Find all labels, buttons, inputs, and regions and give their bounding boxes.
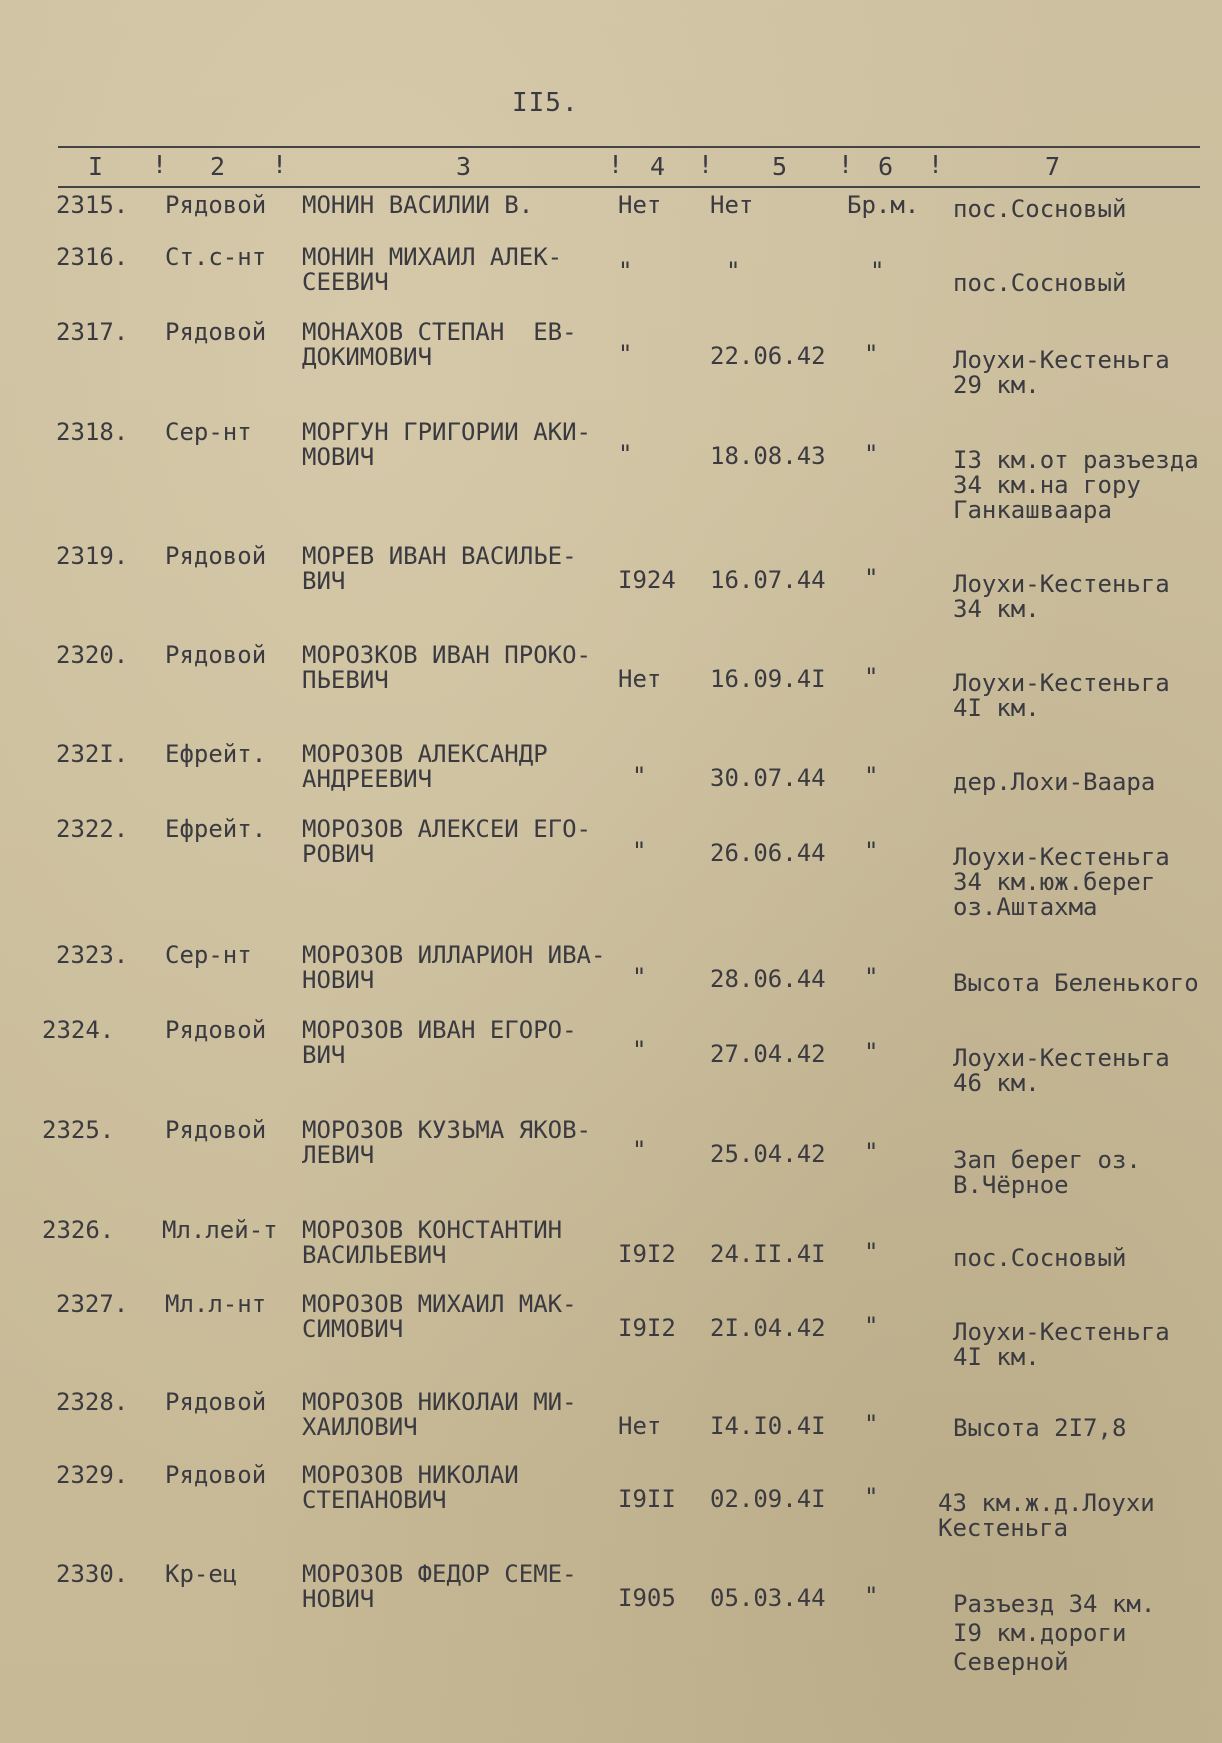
burial-place: Лоухи-Кестеньга 29 км. bbox=[953, 346, 1170, 399]
record-number: 2318. bbox=[56, 418, 129, 446]
burial-type: " bbox=[864, 837, 879, 865]
record-number: 2328. bbox=[56, 1388, 129, 1416]
birth-year: " bbox=[632, 837, 647, 865]
full-name: МОРГУН ГРИГОРИИ АКИ- МОВИЧ bbox=[302, 418, 591, 471]
burial-place: Лоухи-Кестеньга 4I км. bbox=[953, 669, 1170, 722]
header-separator: ! bbox=[838, 150, 854, 179]
header-col-4: 4 bbox=[650, 152, 666, 181]
header-separator: ! bbox=[152, 150, 168, 179]
record-number: 2327. bbox=[56, 1290, 129, 1318]
rank: Рядовой bbox=[165, 641, 267, 669]
burial-place: Высота Беленького bbox=[953, 969, 1199, 997]
record-number: 2315. bbox=[56, 191, 129, 219]
header-col-5: 5 bbox=[772, 152, 788, 181]
rank: Мл.лей-т bbox=[162, 1216, 278, 1244]
birth-year: " bbox=[632, 963, 647, 991]
full-name: МОРОЗОВ АЛЕКСЕИ ЕГО- РОВИЧ bbox=[302, 815, 591, 868]
burial-type: " bbox=[864, 1312, 879, 1340]
death-date: 02.09.4I bbox=[710, 1485, 826, 1513]
birth-year: I905 bbox=[618, 1584, 676, 1612]
full-name: МОРОЗОВ ФЕДОР СЕМЕ- НОВИЧ bbox=[302, 1560, 577, 1613]
record-number: 2330. bbox=[56, 1560, 129, 1588]
header-separator: ! bbox=[928, 150, 944, 179]
death-date: 2I.04.42 bbox=[710, 1314, 826, 1342]
birth-year: Нет bbox=[618, 665, 662, 693]
header-separator: ! bbox=[698, 150, 714, 179]
rank: Рядовой bbox=[165, 542, 267, 570]
full-name: МОНИН МИХАИЛ АЛЕК- СЕЕВИЧ bbox=[302, 243, 563, 296]
record-number: 2325. bbox=[42, 1116, 115, 1144]
record-number: 2329. bbox=[56, 1461, 129, 1489]
header-separator: ! bbox=[272, 150, 288, 179]
rank: Кр-ец bbox=[165, 1560, 238, 1588]
full-name: МОРОЗОВ ИВАН ЕГОРО- ВИЧ bbox=[302, 1016, 577, 1069]
burial-type: " bbox=[864, 1038, 879, 1066]
death-date: Нет bbox=[710, 191, 754, 219]
burial-type: " bbox=[864, 1410, 879, 1438]
full-name: МОРОЗОВ КОНСТАНТИН ВАСИЛЬЕВИЧ bbox=[302, 1216, 563, 1269]
death-date: " bbox=[726, 257, 741, 285]
burial-type: " bbox=[864, 440, 879, 468]
record-number: 2317. bbox=[56, 318, 129, 346]
death-date: 18.08.43 bbox=[710, 442, 826, 470]
burial-place: пос.Сосновый bbox=[953, 1244, 1127, 1272]
birth-year: " bbox=[632, 762, 647, 790]
burial-place: Лоухи-Кестеньга 34 км.юж.берег оз.Аштахма bbox=[953, 843, 1170, 921]
birth-year: " bbox=[618, 257, 633, 285]
burial-type: " bbox=[864, 1238, 879, 1266]
header-col-2: 2 bbox=[210, 152, 226, 181]
rank: Мл.л-нт bbox=[165, 1290, 267, 1318]
rank: Ст.с-нт bbox=[165, 243, 267, 271]
burial-type: " bbox=[864, 564, 879, 592]
burial-type: " bbox=[864, 1138, 879, 1166]
rank: Рядовой bbox=[165, 191, 267, 219]
birth-year: I924 bbox=[618, 566, 676, 594]
rank: Рядовой bbox=[165, 318, 267, 346]
full-name: МОРОЗОВ НИКОЛАИ МИ- ХАИЛОВИЧ bbox=[302, 1388, 577, 1441]
record-number: 2323. bbox=[56, 941, 129, 969]
full-name: МОРОЗКОВ ИВАН ПРОКО- ПЬЕВИЧ bbox=[302, 641, 591, 694]
birth-year: " bbox=[632, 1136, 647, 1164]
record-number: 2316. bbox=[56, 243, 129, 271]
full-name: МОРОЗОВ АЛЕКСАНДР АНДРЕЕВИЧ bbox=[302, 740, 548, 793]
rank: Сер-нт bbox=[165, 941, 252, 969]
header-col-6: 6 bbox=[878, 152, 894, 181]
burial-place: Лоухи-Кестеньга 34 км. bbox=[953, 570, 1170, 623]
burial-place: Высота 2I7,8 bbox=[953, 1414, 1127, 1442]
header-bottom-rule bbox=[58, 186, 1200, 188]
rank: Рядовой bbox=[165, 1461, 267, 1489]
header-separator: ! bbox=[608, 150, 624, 179]
burial-type: " bbox=[864, 1582, 879, 1610]
burial-place: дер.Лохи-Ваара bbox=[953, 768, 1156, 796]
death-date: 24.II.4I bbox=[710, 1240, 826, 1268]
burial-place: I3 км.от разъезда 34 км.на гору Ганкашваара bbox=[953, 446, 1199, 524]
header-col-3: 3 bbox=[456, 152, 472, 181]
birth-year: I9I2 bbox=[618, 1314, 676, 1342]
death-date: 27.04.42 bbox=[710, 1040, 826, 1068]
full-name: МОРОЗОВ ИЛЛАРИОН ИВА- НОВИЧ bbox=[302, 941, 606, 994]
full-name: МОНИН ВАСИЛИИ В. bbox=[302, 191, 534, 219]
burial-place: 43 км.ж.д.Лоухи Кестеньга bbox=[938, 1489, 1155, 1542]
full-name: МОРОЗОВ НИКОЛАИ СТЕПАНОВИЧ bbox=[302, 1461, 519, 1514]
death-date: 05.03.44 bbox=[710, 1584, 826, 1612]
death-date: 16.09.4I bbox=[710, 665, 826, 693]
burial-type: " bbox=[870, 257, 885, 285]
record-number: 2324. bbox=[42, 1016, 115, 1044]
birth-year: Нет bbox=[618, 1412, 662, 1440]
rank: Рядовой bbox=[165, 1116, 267, 1144]
burial-place: Лоухи-Кестеньга 46 км. bbox=[953, 1044, 1170, 1097]
burial-type: " bbox=[864, 663, 879, 691]
burial-place: Зап берег оз. В.Чёрное bbox=[953, 1146, 1141, 1199]
burial-place: Разъезд 34 км. I9 км.дороги Северной bbox=[953, 1590, 1156, 1676]
burial-place: пос.Сосновый bbox=[953, 269, 1127, 297]
full-name: МОНАХОВ СТЕПАН ЕВ- ДОКИМОВИЧ bbox=[302, 318, 577, 371]
birth-year: I9II bbox=[618, 1485, 676, 1513]
burial-type: Бр.м. bbox=[847, 191, 920, 219]
rank: Ефрейт. bbox=[165, 740, 267, 768]
birth-year: " bbox=[618, 440, 633, 468]
death-date: 26.06.44 bbox=[710, 839, 826, 867]
death-date: 25.04.42 bbox=[710, 1140, 826, 1168]
burial-place: Лоухи-Кестеньга 4I км. bbox=[953, 1318, 1170, 1371]
death-date: 30.07.44 bbox=[710, 764, 826, 792]
rank: Рядовой bbox=[165, 1016, 267, 1044]
rank: Сер-нт bbox=[165, 418, 252, 446]
birth-year: I9I2 bbox=[618, 1240, 676, 1268]
birth-year: " bbox=[632, 1036, 647, 1064]
record-number: 2322. bbox=[56, 815, 129, 843]
record-number: 2326. bbox=[42, 1216, 115, 1244]
rank: Рядовой bbox=[165, 1388, 267, 1416]
burial-type: " bbox=[864, 963, 879, 991]
full-name: МОРОЗОВ МИХАИЛ МАК- СИМОВИЧ bbox=[302, 1290, 577, 1343]
page-number: II5. bbox=[512, 88, 579, 118]
death-date: 22.06.42 bbox=[710, 342, 826, 370]
burial-type: " bbox=[864, 1483, 879, 1511]
burial-type: " bbox=[864, 340, 879, 368]
death-date: 16.07.44 bbox=[710, 566, 826, 594]
birth-year: Нет bbox=[618, 191, 662, 219]
death-date: 28.06.44 bbox=[710, 965, 826, 993]
header-col-7: 7 bbox=[1045, 152, 1061, 181]
record-number: 232I. bbox=[56, 740, 129, 768]
burial-type: " bbox=[864, 762, 879, 790]
full-name: МОРОЗОВ КУЗЬМА ЯКОВ- ЛЕВИЧ bbox=[302, 1116, 591, 1169]
birth-year: " bbox=[618, 340, 633, 368]
death-date: I4.I0.4I bbox=[710, 1412, 826, 1440]
full-name: МОРЕВ ИВАН ВАСИЛЬЕ- ВИЧ bbox=[302, 542, 577, 595]
header-col-1: I bbox=[88, 152, 104, 181]
rank: Ефрейт. bbox=[165, 815, 267, 843]
burial-place: пос.Сосновый bbox=[953, 195, 1127, 223]
record-number: 2319. bbox=[56, 542, 129, 570]
header-top-rule bbox=[58, 146, 1200, 148]
record-number: 2320. bbox=[56, 641, 129, 669]
